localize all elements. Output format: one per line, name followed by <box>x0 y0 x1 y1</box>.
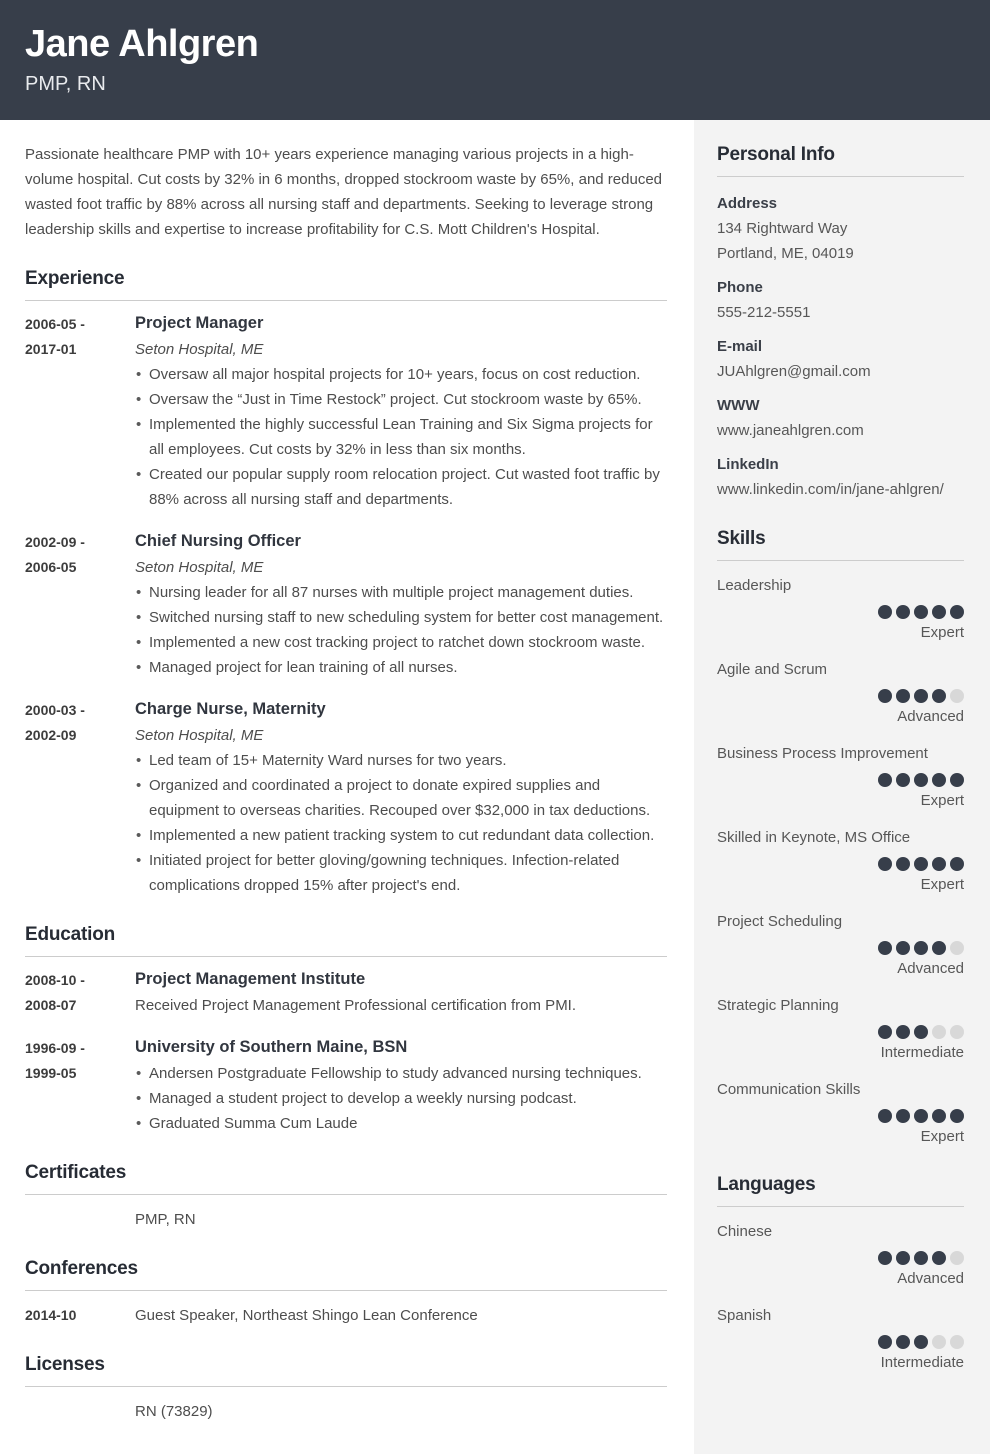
field-value: www.linkedin.com/in/jane-ahlgren/ <box>717 481 944 498</box>
skill-item <box>717 1079 964 1148</box>
rating-dot-filled <box>896 1251 910 1265</box>
rating-dot-filled <box>914 689 928 703</box>
bullet-item: • Implemented the highly successful Lean Training and Six Sigma projects for all employees. Cut costs by 32% in less than six months. <box>135 412 667 462</box>
rating-dot-filled <box>896 1109 910 1123</box>
date-end: 2017-01 <box>25 341 77 357</box>
rating-dot-empty <box>932 1335 946 1349</box>
skill-item <box>717 911 964 980</box>
professional-summary: Passionate healthcare PMP with 10+ years experience managing various projects in a high-volume hospital. Cut costs by 32% in 6 months, dropped stockroom waste by 65%, and reduced wasted foot traffic by 88% across all nursing staff and departments. Seeking to leverage strong leadership skills and expertise to increase profitability for C.S. Mott Children's Hospital. <box>25 146 663 238</box>
rating-dot-filled <box>914 1251 928 1265</box>
entry-title: Project Management Institute <box>135 970 366 988</box>
skill-item <box>717 743 964 812</box>
date-end: 2008-07 <box>25 997 77 1013</box>
skill-rating-dots <box>717 1025 964 1039</box>
rating-dot-filled <box>896 1335 910 1349</box>
date-end: 2002-09 <box>25 727 77 743</box>
bullet-item: • Implemented a new patient tracking system to cut redundant data collection. <box>135 823 667 848</box>
rating-dot-filled <box>932 689 946 703</box>
rating-dot-empty <box>950 1025 964 1039</box>
skill-item <box>717 995 964 1064</box>
rating-dot-filled <box>950 857 964 871</box>
field-value: Portland, ME, 04019 <box>717 245 854 262</box>
field-label: LinkedIn <box>717 456 779 473</box>
bullet-item: • Initiated project for better gloving/gowning techniques. Infection-related complications dropped 15% after project's end. <box>135 848 667 898</box>
section-heading-experience: Experience <box>25 268 667 301</box>
field-label: WWW <box>717 397 760 414</box>
entry-body <box>135 529 667 680</box>
skill-rating-dots <box>717 773 964 787</box>
person-name: Jane Ahlgren <box>25 23 259 65</box>
skill-item <box>717 659 964 728</box>
rating-dot-filled <box>950 1109 964 1123</box>
conference-text: Guest Speaker, Northeast Shingo Lean Conference <box>135 1307 478 1324</box>
language-item <box>717 1305 964 1374</box>
personal-info-field <box>717 191 964 266</box>
entry-body <box>135 967 667 1018</box>
date-start: 2008-10 - <box>25 972 85 988</box>
date-end: 1999-05 <box>25 1065 77 1081</box>
entry-dates <box>25 529 135 680</box>
bullet-item: • Managed project for lean training of all nurses. <box>135 655 667 680</box>
rating-dot-filled <box>896 689 910 703</box>
rating-dot-empty <box>950 1251 964 1265</box>
date-start: 2000-03 - <box>25 702 85 718</box>
entry-body <box>135 311 667 512</box>
rating-dot-filled <box>950 773 964 787</box>
bullet-item: • Nursing leader for all 87 nurses with multiple project management duties. <box>135 580 667 605</box>
skill-rating-dots <box>717 941 964 955</box>
bullet-item: • Implemented a new cost tracking project to ratchet down stockroom waste. <box>135 630 667 655</box>
certificate-item: PMP, RN <box>135 1211 196 1228</box>
bullet-item: • Graduated Summa Cum Laude <box>135 1111 667 1136</box>
personal-info-field <box>717 452 964 502</box>
skills-section <box>717 561 964 1148</box>
rating-dot-filled <box>914 1335 928 1349</box>
bullet-item: • Switched nursing staff to new scheduling system for better cost management. <box>135 605 667 630</box>
rating-dot-empty <box>950 941 964 955</box>
rating-dot-filled <box>914 1109 928 1123</box>
skill-level: Intermediate <box>880 1044 964 1061</box>
rating-dot-filled <box>896 1025 910 1039</box>
entry-subtitle: Seton Hospital, ME <box>135 559 264 576</box>
main-column <box>0 120 694 1454</box>
rating-dot-filled <box>914 773 928 787</box>
date-start: 2002-09 - <box>25 534 85 550</box>
section-heading-conferences: Conferences <box>25 1258 667 1291</box>
rating-dot-empty <box>932 1025 946 1039</box>
bullet-item: • Oversaw the “Just in Time Restock” project. Cut stockroom waste by 65%. <box>135 387 667 412</box>
personal-info-field <box>717 393 964 443</box>
rating-dot-filled <box>878 1251 892 1265</box>
rating-dot-filled <box>878 1109 892 1123</box>
rating-dot-filled <box>878 1025 892 1039</box>
rating-dot-filled <box>878 857 892 871</box>
skill-name: Project Scheduling <box>717 913 843 930</box>
rating-dot-filled <box>896 773 910 787</box>
entry-subtitle: Seton Hospital, ME <box>135 727 264 744</box>
bullet-item: • Managed a student project to develop a weekly nursing podcast. <box>135 1086 667 1111</box>
rating-dot-filled <box>914 857 928 871</box>
resume-header <box>0 0 990 120</box>
skill-name: Leadership <box>717 577 792 594</box>
skill-level: Expert <box>920 624 964 641</box>
skill-item <box>717 827 964 896</box>
entry-title: Project Manager <box>135 314 264 332</box>
entry-dates <box>25 967 135 1018</box>
languages-section <box>717 1207 964 1374</box>
rating-dot-filled <box>932 1109 946 1123</box>
entry-bullets <box>135 1061 667 1136</box>
language-level: Intermediate <box>880 1354 964 1371</box>
rating-dot-filled <box>878 941 892 955</box>
date-start: 1996-09 - <box>25 1040 85 1056</box>
skill-level: Expert <box>920 1128 964 1145</box>
entry-bullets <box>135 580 667 680</box>
field-label: E-mail <box>717 338 763 355</box>
entry-dates <box>25 1035 135 1136</box>
skill-name: Skilled in Keynote, MS Office <box>717 829 911 846</box>
skill-rating-dots <box>717 605 964 619</box>
rating-dot-filled <box>896 857 910 871</box>
rating-dot-filled <box>932 773 946 787</box>
language-name: Spanish <box>717 1307 772 1324</box>
date-start: 2006-05 - <box>25 316 85 332</box>
rating-dot-filled <box>896 941 910 955</box>
skill-name: Communication Skills <box>717 1081 861 1098</box>
skill-rating-dots <box>717 1109 964 1123</box>
field-value: JUAhlgren@gmail.com <box>717 363 871 380</box>
language-rating-dots <box>717 1335 964 1349</box>
experience-entries <box>25 301 667 898</box>
rating-dot-filled <box>914 1025 928 1039</box>
education-entries <box>25 957 667 1136</box>
sidebar <box>694 120 990 1454</box>
entry-description: Received Project Management Professional certification from PMI. <box>135 997 577 1014</box>
field-value: 555-212-5551 <box>717 304 811 321</box>
conference-entry <box>25 1291 667 1328</box>
personal-info-field <box>717 275 964 325</box>
skill-name: Agile and Scrum <box>717 661 828 678</box>
rating-dot-empty <box>950 1335 964 1349</box>
rating-dot-filled <box>932 941 946 955</box>
entry-title: Charge Nurse, Maternity <box>135 700 326 718</box>
date-end: 2006-05 <box>25 559 77 575</box>
experience-entry <box>25 697 667 898</box>
entry-bullets <box>135 362 667 512</box>
language-rating-dots <box>717 1251 964 1265</box>
rating-dot-filled <box>950 605 964 619</box>
skill-level: Expert <box>920 792 964 809</box>
rating-dot-filled <box>932 1251 946 1265</box>
conference-date: 2014-10 <box>25 1307 77 1323</box>
section-heading-personal-info: Personal Info <box>717 144 964 177</box>
rating-dot-filled <box>914 941 928 955</box>
field-value: www.janeahlgren.com <box>717 422 864 439</box>
language-item <box>717 1221 964 1290</box>
rating-dot-filled <box>878 605 892 619</box>
entry-title: University of Southern Maine, BSN <box>135 1038 408 1056</box>
field-label: Address <box>717 195 778 212</box>
rating-dot-filled <box>896 605 910 619</box>
education-entry <box>25 1035 667 1136</box>
entry-body <box>135 697 667 898</box>
section-heading-licenses: Licenses <box>25 1354 667 1387</box>
section-heading-skills: Skills <box>717 528 964 561</box>
rating-dot-filled <box>914 605 928 619</box>
person-job-title: PMP, RN <box>25 73 106 95</box>
education-entry <box>25 967 667 1018</box>
personal-info-field <box>717 334 964 384</box>
bullet-item: • Led team of 15+ Maternity Ward nurses for two years. <box>135 748 667 773</box>
entry-dates <box>25 697 135 898</box>
rating-dot-filled <box>878 1335 892 1349</box>
field-label: Phone <box>717 279 763 296</box>
language-level: Advanced <box>897 1270 964 1287</box>
skill-level: Advanced <box>897 708 964 725</box>
skill-rating-dots <box>717 689 964 703</box>
skill-level: Expert <box>920 876 964 893</box>
skill-name: Strategic Planning <box>717 997 839 1014</box>
bullet-item: • Created our popular supply room relocation project. Cut wasted foot traffic by 88% across all nursing staff and departments. <box>135 462 667 512</box>
entry-body <box>135 1035 667 1136</box>
rating-dot-filled <box>932 605 946 619</box>
entry-dates <box>25 311 135 512</box>
skill-name: Business Process Improvement <box>717 745 928 762</box>
personal-info-section <box>717 177 964 502</box>
entry-subtitle: Seton Hospital, ME <box>135 341 264 358</box>
rating-dot-filled <box>932 857 946 871</box>
bullet-item: • Andersen Postgraduate Fellowship to study advanced nursing techniques. <box>135 1061 667 1086</box>
bullet-item: • Organized and coordinated a project to donate expired supplies and equipment to overseas charities. Recouped over $32,000 in tax deductions. <box>135 773 667 823</box>
rating-dot-filled <box>878 689 892 703</box>
field-value: 134 Rightward Way <box>717 220 848 237</box>
license-item: RN (73829) <box>135 1403 213 1420</box>
bullet-item: • Oversaw all major hospital projects for 10+ years, focus on cost reduction. <box>135 362 667 387</box>
experience-entry <box>25 529 667 680</box>
skill-rating-dots <box>717 857 964 871</box>
entry-bullets <box>135 748 667 898</box>
skill-item <box>717 575 964 644</box>
content-columns <box>0 120 990 1454</box>
experience-entry <box>25 311 667 512</box>
language-name: Chinese <box>717 1223 773 1240</box>
skill-level: Advanced <box>897 960 964 977</box>
section-heading-languages: Languages <box>717 1174 964 1207</box>
rating-dot-filled <box>878 773 892 787</box>
section-heading-certificates: Certificates <box>25 1162 667 1195</box>
section-heading-education: Education <box>25 924 667 957</box>
rating-dot-empty <box>950 689 964 703</box>
entry-title: Chief Nursing Officer <box>135 532 301 550</box>
